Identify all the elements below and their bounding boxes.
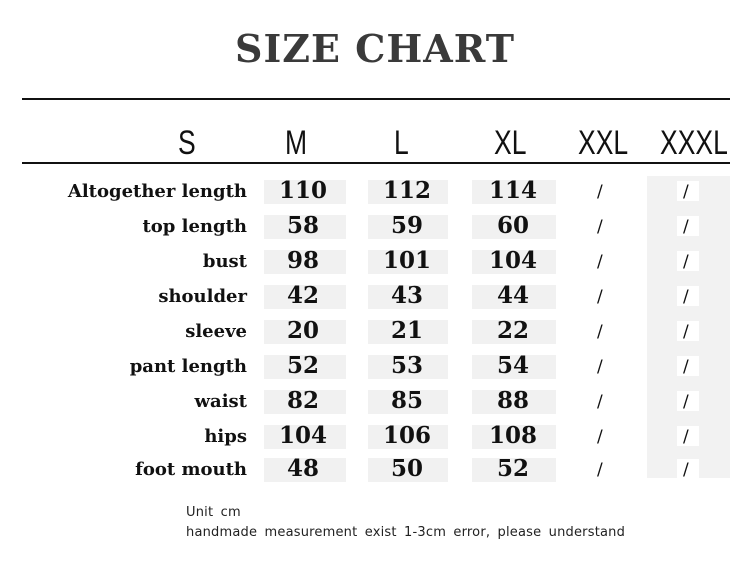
unit-note: Unit cm — [186, 505, 241, 520]
row-label: pant length — [129, 356, 247, 377]
size-header-xxxl: XXXL — [660, 124, 728, 162]
size-value-xxxl: / — [683, 427, 689, 447]
chart-title: SIZE CHART — [235, 26, 515, 71]
size-value-xxl: / — [597, 182, 603, 202]
row-label: bust — [202, 251, 247, 272]
size-value-m: 98 — [286, 247, 319, 274]
row-label: shoulder — [158, 286, 247, 307]
size-value-m: 58 — [286, 212, 319, 239]
size-value-xxl: / — [597, 427, 603, 447]
size-value-xxxl: / — [683, 252, 689, 272]
row-label: Altogether length — [67, 181, 247, 202]
size-header-xxl: XXL — [578, 124, 629, 162]
size-value-xxxl: / — [683, 217, 689, 237]
size-value-xl: 22 — [496, 317, 529, 344]
header-divider — [22, 162, 730, 164]
size-value-xxxl: / — [683, 322, 689, 342]
size-value-m: 52 — [286, 352, 319, 379]
row-label: hips — [204, 426, 247, 447]
size-header-m: M — [285, 124, 308, 162]
top-divider — [22, 98, 730, 100]
size-value-l: 59 — [390, 212, 423, 239]
size-value-xxl: / — [597, 287, 603, 307]
size-value-l: 112 — [382, 177, 431, 204]
size-value-l: 53 — [390, 352, 423, 379]
row-label: top length — [142, 216, 247, 237]
size-value-xxl: / — [597, 460, 603, 480]
size-value-l: 85 — [390, 387, 423, 414]
disclaimer-note: handmade measurement exist 1-3cm error, please understand — [186, 525, 626, 540]
size-value-m: 48 — [286, 455, 319, 482]
size-value-xxl: / — [597, 322, 603, 342]
row-label: sleeve — [185, 321, 247, 342]
size-value-xxl: / — [597, 392, 603, 412]
size-value-m: 82 — [286, 387, 319, 414]
size-header-xl: XL — [494, 124, 527, 162]
size-value-xxxl: / — [683, 357, 689, 377]
row-label: waist — [194, 391, 247, 412]
size-value-xxxl: / — [683, 287, 689, 307]
size-value-l: 21 — [390, 317, 423, 344]
row-label: foot mouth — [135, 459, 247, 480]
size-value-xl: 108 — [488, 422, 537, 449]
size-value-m: 110 — [278, 177, 327, 204]
size-value-xl: 104 — [488, 247, 537, 274]
size-value-m: 42 — [286, 282, 319, 309]
size-value-xxxl: / — [683, 182, 689, 202]
size-value-l: 106 — [382, 422, 431, 449]
size-value-xl: 114 — [488, 177, 537, 204]
size-header-l: L — [394, 124, 409, 162]
size-value-l: 50 — [390, 455, 423, 482]
size-value-xl: 52 — [496, 455, 529, 482]
size-value-xl: 44 — [496, 282, 529, 309]
size-value-xl: 60 — [496, 212, 529, 239]
size-value-xl: 88 — [496, 387, 529, 414]
size-header-s: S — [178, 124, 196, 162]
size-value-m: 104 — [278, 422, 327, 449]
size-value-xxxl: / — [683, 460, 689, 480]
size-value-l: 43 — [390, 282, 423, 309]
size-value-xxl: / — [597, 252, 603, 272]
size-value-xxl: / — [597, 357, 603, 377]
size-value-xxxl: / — [683, 392, 689, 412]
size-value-m: 20 — [286, 317, 319, 344]
size-value-xl: 54 — [496, 352, 529, 379]
size-value-xxl: / — [597, 217, 603, 237]
size-value-l: 101 — [382, 247, 431, 274]
